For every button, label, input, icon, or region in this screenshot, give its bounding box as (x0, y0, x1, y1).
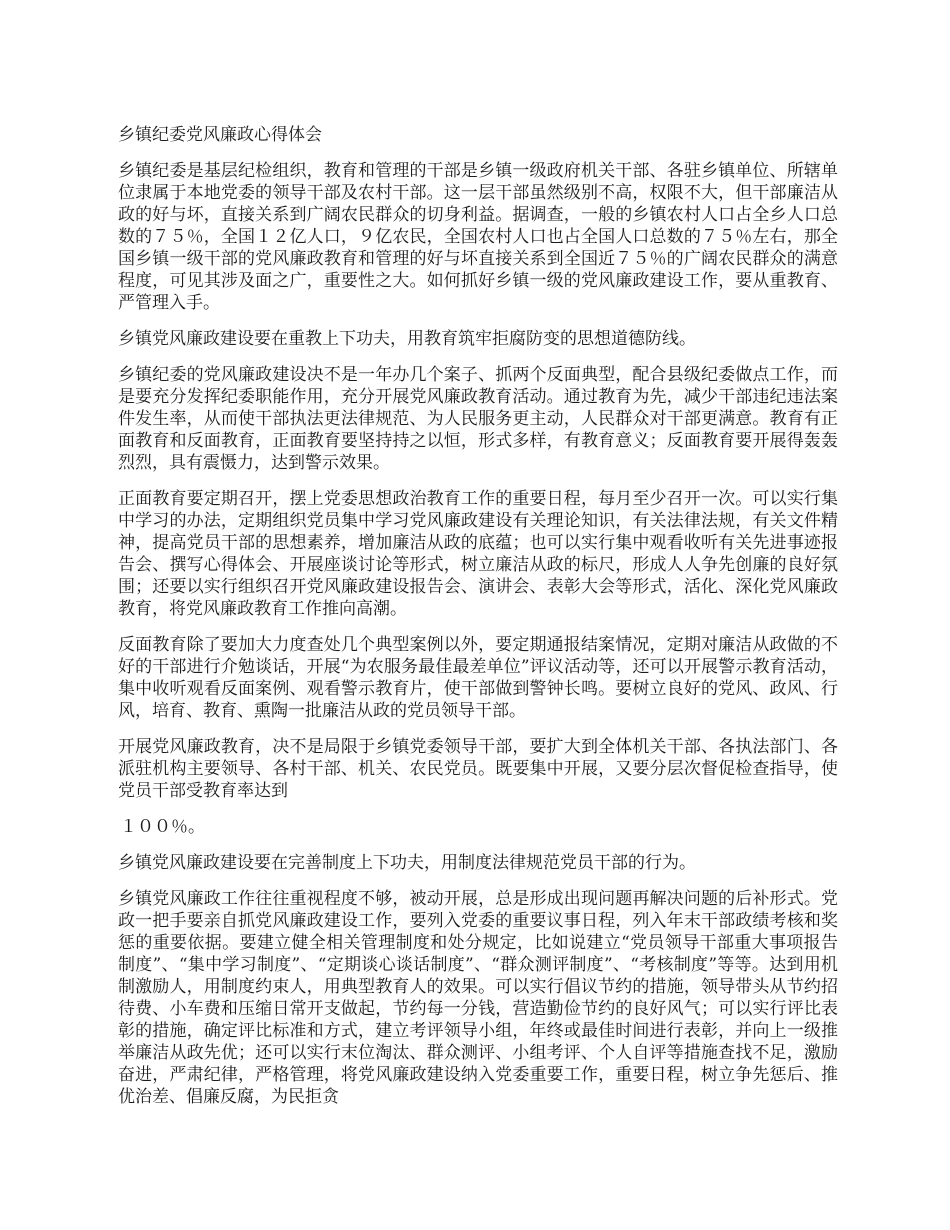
paragraph-3: 乡镇纪委的党风廉政建设决不是一年办几个案子、抓两个反面典型，配合县级纪委做点工作，而是要充分发挥纪委职能作用，充分开展党风廉政教育活动。通过教育为先，减少干部违纪违法案件发生率，从而使干部执法更法律规范、为人民服务更主动，人民群众对干部更满意。教育有正面教育和反面教育，正面教育要坚持持之以恒，形式多样，有教育意义；反面教育要开展得轰轰烈烈，具有震慑力，达到警示效果。 (118, 365, 838, 473)
paragraph-8: 乡镇党风廉政建设要在完善制度上下功夫，用制度法律规范党员干部的行为。 (118, 853, 696, 873)
paragraph-6: 开展党风廉政教育，决不是局限于乡镇党委领导干部，要扩大到全体机关干部、各执法部门、各派驻机构主要领导、各村干部、机关、农民党员。既要集中开展，又要分层次督促检查指导，使党员干部受教育率达到 (118, 737, 838, 801)
paragraph-2: 乡镇党风廉政建设要在重教上下功夫，用教育筑牢拒腐防变的思想道德防线。 (118, 329, 696, 349)
paragraph-9: 乡镇党风廉政工作往往重视程度不够，被动开展，总是形成出现问题再解决问题的后补形式。党政一把手要亲自抓党风廉政建设工作，要列入党委的重要议事日程，列入年末干部政绩考核和奖惩的重要依据。要建立健全相关管理制度和处分规定，比如说建立“党员领导干部重大事项报告制度”、“集中学习制度”、“定期谈心谈话制度”、“群众测评制度”、“考核制度”等等。达到用机制激励人，用制度约束人，用典型教育人的效果。可以实行倡议节约的措施，领导带头从节约招待费、小车费和压缩日常开支做起，节约每一分钱，营造勤俭节约的良好风气；可以实行评比表彰的措施，确定评比标准和方式，建立考评领导小组，年终或最佳时间进行表彰，并向上一级推举廉洁从政先优；还可以实行末位淘汰、群众测评、小组考评、个人自评等措施查找不足，激励奋进，严肃纪律，严格管理，将党风廉政建设纳入党委重要工作，重要日程，树立争先惩后、推优治差、倡廉反腐，为民拒贪 (118, 889, 838, 1107)
paragraph-4: 正面教育要定期召开，摆上党委思想政治教育工作的重要日程，每月至少召开一次。可以实行集中学习的办法，定期组织党员集中学习党风廉政建设有关理论知识，有关法律法规，有关文件精神，提高党员干部的思想素养，增加廉洁从政的底蕴；也可以实行集中观看收听有关先进事迹报告会、撰写心得体会、开展座谈讨论等形式，树立廉洁从政的标尺，形成人人争先创廉的良好氛围；还要以实行组织召开党风廉政建设报告会、演讲会、表彰大会等形式，活化、深化党风廉政教育，将党风廉政教育工作推向高潮。 (118, 489, 838, 619)
document-page (118, 124, 838, 1122)
document-title: 乡镇纪委党风廉政心得体会 (118, 125, 322, 145)
paragraph-7: １００％。 (120, 817, 205, 837)
paragraph-5: 反面教育除了要加大力度查处几个典型案例以外，要定期通报结案情况，定期对廉洁从政做的不好的干部进行介勉谈话，开展“为农服务最佳最差单位”评议活动等，还可以开展警示教育活动，集中收听观看反面案例、观看警示教育片，使干部做到警钟长鸣。要树立良好的党风、政风、行风，培育、教育、熏陶一批廉洁从政的党员领导干部。 (118, 635, 838, 721)
paragraph-1: 乡镇纪委是基层纪检组织，教育和管理的干部是乡镇一级政府机关干部、各驻乡镇单位、所辖单位隶属于本地党委的领导干部及农村干部。这一层干部虽然级别不高，权限不大，但干部廉洁从政的好与坏，直接关系到广阔农民群众的切身利益。据调查，一般的乡镇农村人口占全乡人口总数的７５％，全国１２亿人口，９亿农民，全国农村人口也占全国人口总数的７５％左右，那全国乡镇一级干部的党风廉政教育和管理的好与坏直接关系到全国近７５％的广阔农民群众的满意程度，可见其涉及面之广，重要性之大。如何抓好乡镇一级的党风廉政建设工作，要从重教育、严管理入手。 (118, 161, 838, 313)
